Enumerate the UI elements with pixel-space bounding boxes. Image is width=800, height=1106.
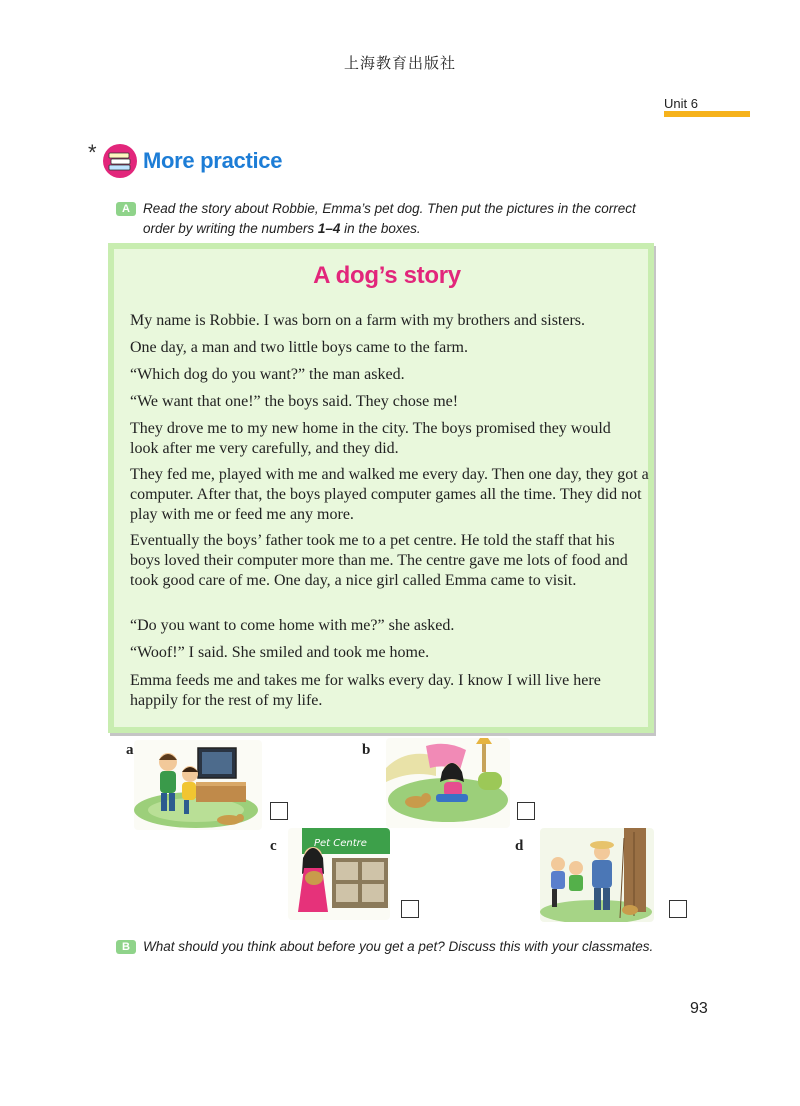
picture-a-boys-at-computer <box>134 740 262 830</box>
picture-a-letter: a <box>126 742 134 758</box>
instruction-number-range: 1–4 <box>317 221 341 236</box>
exercise-a-instruction <box>143 199 683 239</box>
picture-b-letter: b <box>362 742 371 758</box>
page-number: 93 <box>690 1000 708 1017</box>
story-paragraph: My name is Robbie. I was born on a farm with my brothers and sisters. <box>130 312 586 329</box>
picture-b-answer-box[interactable] <box>517 802 535 820</box>
section-title: More practice <box>143 148 283 173</box>
optional-marker: * <box>88 140 97 165</box>
picture-d-letter: d <box>515 838 524 854</box>
picture-c-answer-box[interactable] <box>401 900 419 918</box>
story-paragraph: “Which dog do you want?” the man asked. <box>130 366 405 383</box>
picture-c-letter: c <box>270 838 277 854</box>
story-paragraph: They fed me, played with me and walked me every day. Then one day, they got a computer. After that, the boys played computer games all the time. They did not play with me or feed me any more. <box>130 466 649 523</box>
story-paragraph: Eventually the boys’ father took me to a pet centre. He told the staff that his boys loved their computer more than me. The centre gave me lots of food and took good care of me. One day, a nice girl called Emma came to visit. <box>130 532 628 589</box>
instruction-line-1: Read the story about Robbie, Emma’s pet dog. Then put the pictures in the correct <box>143 201 636 216</box>
instruction-text: order by writing the numbers <box>143 221 318 236</box>
story-paragraph: “We want that one!” the boys said. They chose me! <box>130 393 459 410</box>
story-title: A dog’s story <box>313 262 461 289</box>
pet-centre-sign: Pet Centre <box>314 838 367 849</box>
books-icon <box>102 143 138 179</box>
story-paragraph: One day, a man and two little boys came to the farm. <box>130 339 468 356</box>
picture-b-girl-with-puppy <box>386 738 510 828</box>
instruction-text: in the boxes. <box>340 221 421 236</box>
unit-label: Unit 6 <box>664 96 698 111</box>
exercise-b-badge: B <box>116 940 136 954</box>
picture-d-answer-box[interactable] <box>669 900 687 918</box>
picture-d-farm-visit <box>540 828 654 922</box>
picture-a-answer-box[interactable] <box>270 802 288 820</box>
exercise-b-instruction: What should you think about before you get a pet? Discuss this with your classmates. <box>143 939 654 954</box>
story-paragraph: “Do you want to come home with me?” she asked. <box>130 617 455 634</box>
exercise-a-badge: A <box>116 202 136 216</box>
story-paragraph: “Woof!” I said. She smiled and took me home. <box>130 644 430 661</box>
publisher-name: 上海教育出版社 <box>343 54 456 72</box>
picture-c-pet-centre <box>288 828 390 920</box>
story-paragraph: Emma feeds me and takes me for walks every day. I know I will live here happily for the rest of my life. <box>130 672 601 709</box>
story-paragraph: They drove me to my new home in the city. The boys promised they would look after me very carefully, and they did. <box>130 420 611 457</box>
unit-accent-bar <box>664 111 750 117</box>
instruction-line-2 <box>143 219 683 239</box>
